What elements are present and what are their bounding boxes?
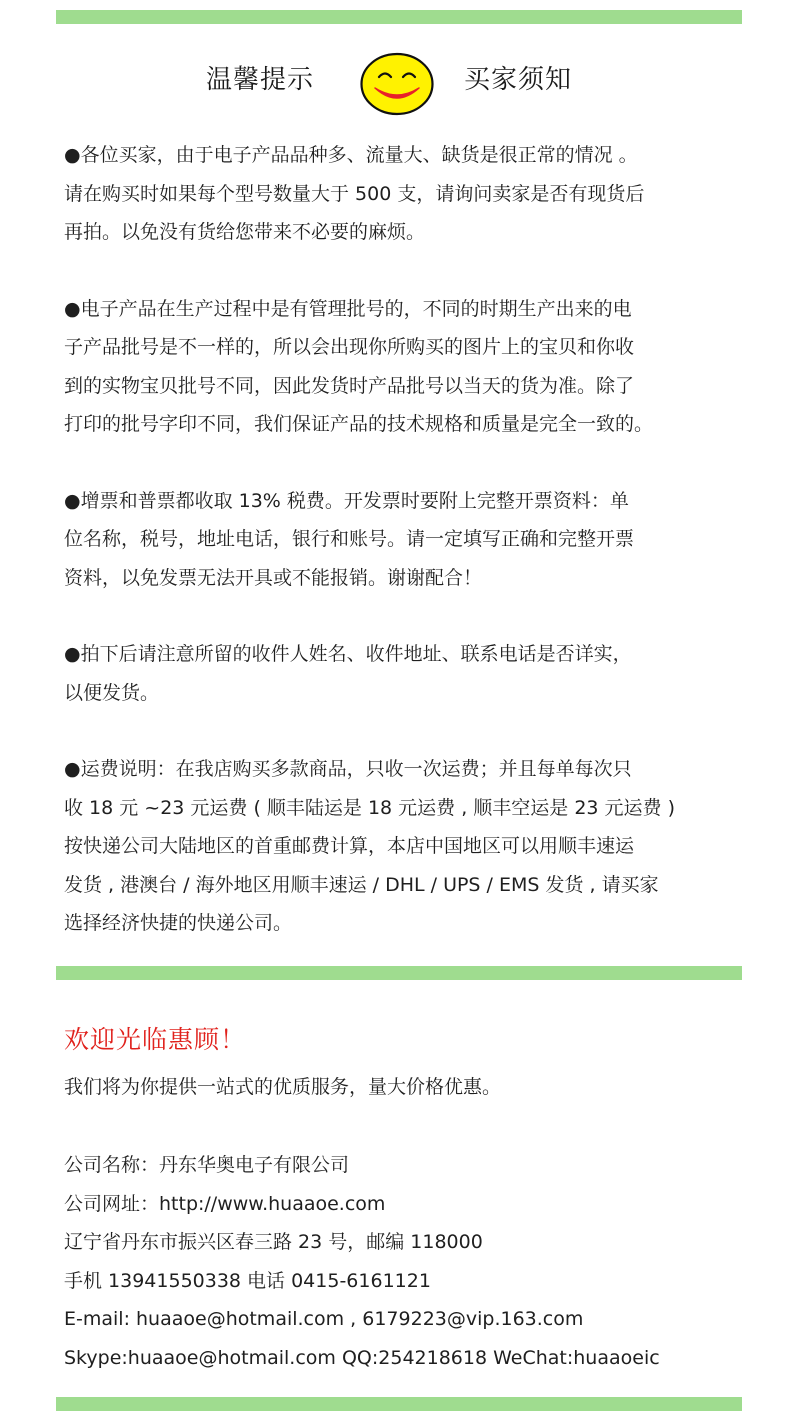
notice-line: 按快递公司大陆地区的首重邮费计算，本店中国地区可以用顺丰速运 — [64, 835, 635, 857]
company-email: E-mail: huaaoe@hotmail.com , 6179223@vip.163.com — [64, 1308, 584, 1331]
notice-line: 收 18 元 ~23 元运费 ( 顺丰陆运是 18 元运费 , 顺丰空运是 23 元运费 ) — [64, 796, 676, 819]
notice-line: ●增票和普票都收取 13% 税费。开发票时要附上完整开票资料：单 — [64, 489, 629, 512]
notice-line: 以便发货。 — [64, 681, 160, 704]
notice-paragraph-invoice — [64, 482, 754, 598]
notice-line: 到的实物宝贝批号不同，因此发货时产品批号以当天的货为准。除了 — [64, 374, 635, 397]
company-im-contacts: Skype:huaaoe@hotmail.com QQ:254218618 WeChat:huaaoeic — [64, 1346, 660, 1369]
notice-line: 发货 , 港澳台 / 海外地区用顺丰速运 / DHL / UPS / EMS 发货 , 请买家 — [64, 873, 659, 896]
notice-line: ●各位买家，由于电子产品品种多、流量大、缺货是很正常的情况 。 — [64, 144, 638, 166]
company-phone: 手机 13941550338 电话 0415-6161121 — [64, 1269, 431, 1292]
notice-line: 请在购买时如果每个型号数量大于 500 支，请询问卖家是否有现货后 — [64, 182, 645, 205]
notice-header — [0, 52, 800, 116]
notice-body — [64, 136, 754, 981]
notice-line: 选择经济快捷的快递公司。 — [64, 912, 293, 934]
bottom-divider-bar — [56, 1397, 742, 1411]
contact-info — [64, 1146, 660, 1378]
company-name: 公司名称：丹东华奥电子有限公司 — [64, 1154, 350, 1176]
notice-line: ●电子产品在生产过程中是有管理批号的，不同的时期生产出来的电 — [64, 297, 632, 320]
middle-divider-bar — [56, 966, 742, 980]
warm-tips-title: 温馨提示 — [206, 65, 315, 95]
welcome-title: 欢迎光临惠顾！ — [64, 1025, 247, 1054]
notice-paragraph-stock — [64, 136, 754, 252]
notice-line: 子产品批号是不一样的，所以会出现你所购买的图片上的宝贝和你收 — [64, 336, 635, 358]
top-divider-bar — [56, 10, 742, 24]
notice-line: 资料，以免发票无法开具或不能报销。谢谢配合！ — [64, 566, 483, 589]
notice-paragraph-recipient — [64, 635, 754, 712]
notice-line: ●运费说明：在我店购买多款商品，只收一次运费；并且每单每次只 — [64, 758, 632, 780]
welcome-slogan: 我们将为你提供一站式的优质服务，量大价格优惠。 — [64, 1076, 502, 1098]
notice-line: 再拍。以免没有货给您带来不必要的麻烦。 — [64, 221, 426, 243]
notice-line: 打印的批号字印不同，我们保证产品的技术规格和质量是完全一致的。 — [64, 413, 654, 435]
company-address: 辽宁省丹东市振兴区春三路 23 号，邮编 118000 — [64, 1231, 483, 1254]
buyer-notice-title: 买家须知 — [464, 65, 573, 95]
notice-paragraph-shipping — [64, 750, 754, 943]
smiley-face-icon — [359, 52, 435, 116]
notice-paragraph-batch-number — [64, 290, 754, 444]
notice-line: ●拍下后请注意所留的收件人姓名、收件地址、联系电话是否详实， — [64, 643, 632, 665]
company-website: 公司网址：http://www.huaaoe.com — [64, 1192, 386, 1215]
notice-line: 位名称，税号，地址电话，银行和账号。请一定填写正确和完整开票 — [64, 528, 635, 550]
